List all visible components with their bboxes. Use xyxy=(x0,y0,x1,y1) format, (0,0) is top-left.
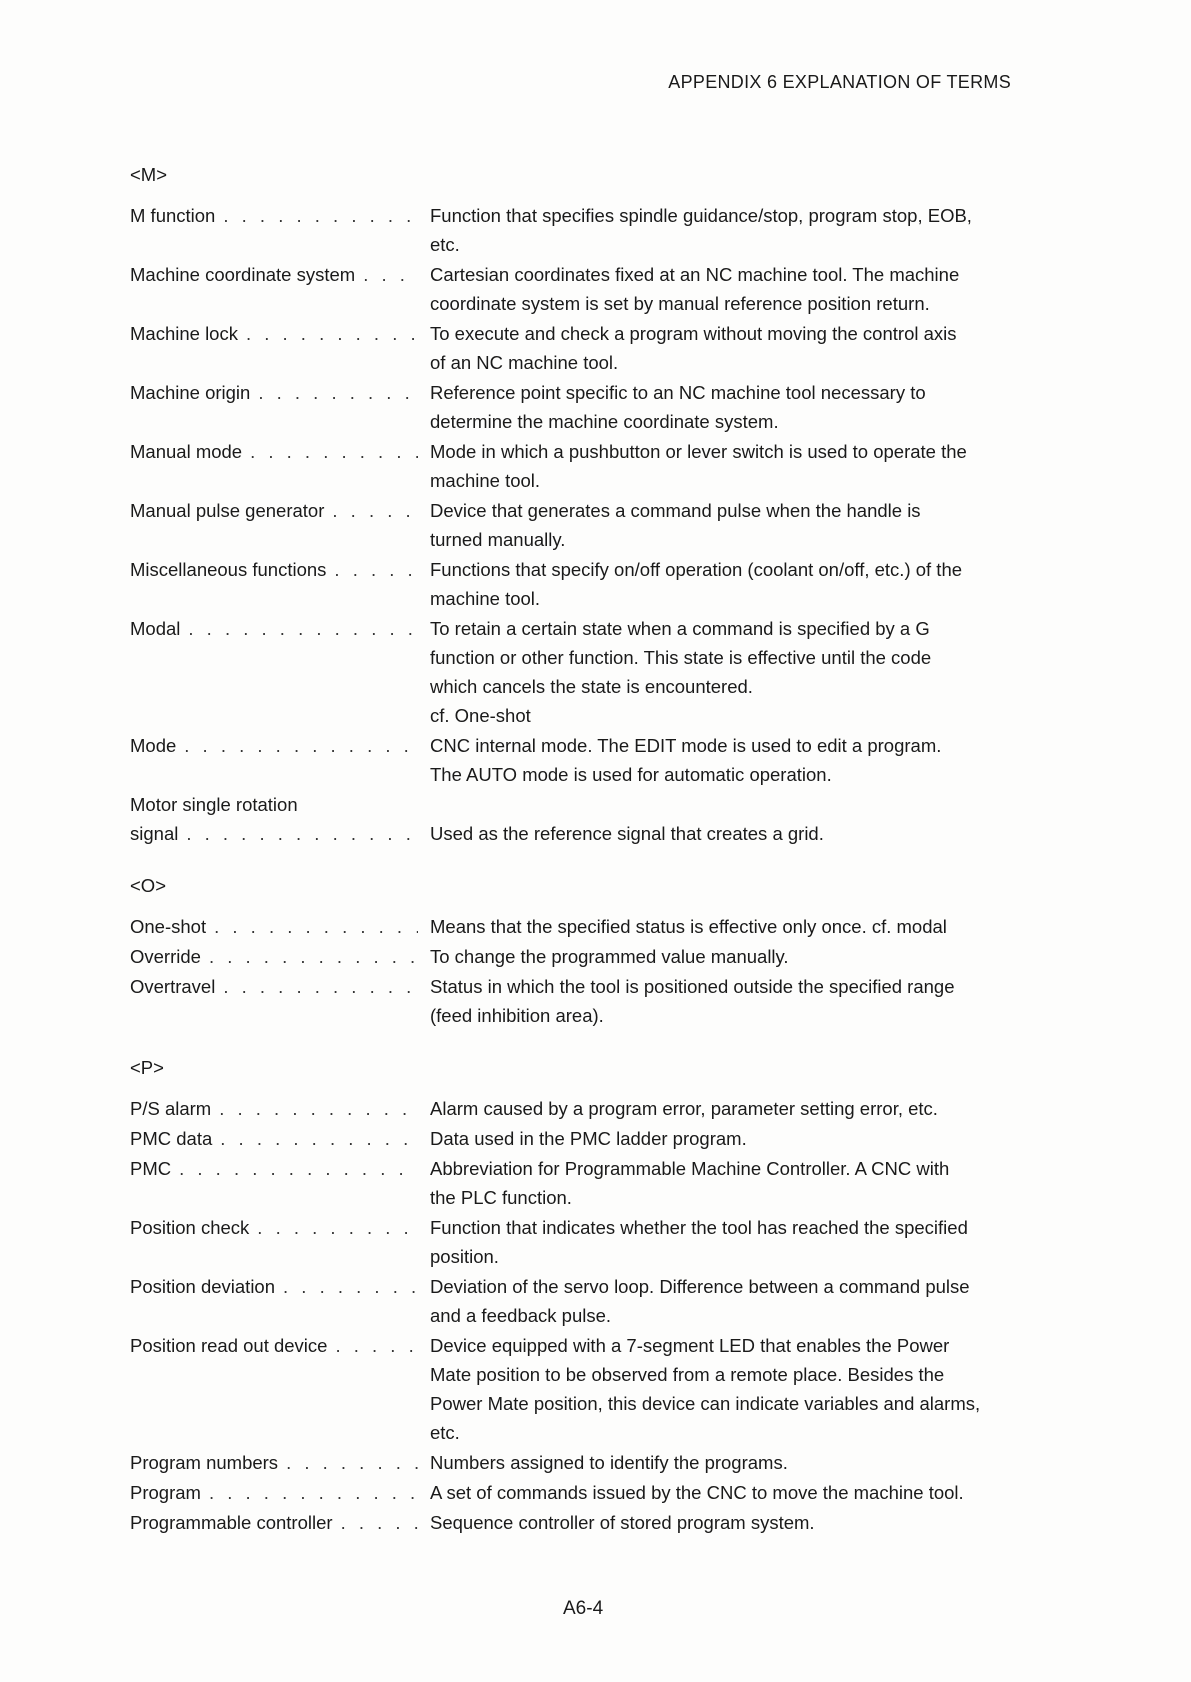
glossary-term-cell xyxy=(130,912,430,941)
definition-line: determine the machine coordinate system. xyxy=(430,411,779,432)
definition-line: Used as the reference signal that creates a grid. xyxy=(430,823,824,844)
definition-line: turned manually. xyxy=(430,529,566,550)
dot-leader xyxy=(275,1272,418,1301)
definition-line: Mode in which a pushbutton or lever switch is used to operate the xyxy=(430,441,967,462)
dot-leader xyxy=(242,437,418,466)
dot-leader xyxy=(206,912,418,941)
definition-line: coordinate system is set by manual reference position return. xyxy=(430,293,930,314)
glossary-entry xyxy=(130,1448,1030,1477)
glossary-term-cell xyxy=(130,1154,430,1212)
section-gap xyxy=(130,849,1030,871)
glossary-definition xyxy=(430,260,1030,318)
definition-line: position. xyxy=(430,1246,499,1267)
dot-leader xyxy=(324,496,418,525)
glossary-term-cell xyxy=(130,614,430,730)
definition-line: Power Mate position, this device can indicate variables and alarms, xyxy=(430,1393,981,1414)
definition-line: Numbers assigned to identify the programs. xyxy=(430,1452,788,1473)
definition-line: To retain a certain state when a command is specified by a G xyxy=(430,618,930,639)
dot-leader xyxy=(212,1124,418,1153)
glossary-term: PMC xyxy=(130,1158,172,1179)
glossary-definition xyxy=(430,496,1030,554)
glossary-entry xyxy=(130,912,1030,941)
definition-line: Functions that specify on/off operation (coolant on/off, etc.) of the xyxy=(430,559,963,580)
dot-leader xyxy=(215,201,418,230)
glossary-term-cell xyxy=(130,319,430,377)
glossary-term-cell xyxy=(130,1213,430,1271)
glossary-term: PMC data xyxy=(130,1128,213,1149)
glossary-term-cell xyxy=(130,819,430,848)
definition-line: (feed inhibition area). xyxy=(430,1005,604,1026)
glossary-term-cell xyxy=(130,201,430,259)
glossary-term-cell xyxy=(130,1272,430,1330)
glossary-entry xyxy=(130,614,1030,730)
glossary-term: Position deviation xyxy=(130,1276,276,1297)
glossary-entry xyxy=(130,201,1030,259)
dot-leader xyxy=(180,614,418,643)
dot-leader xyxy=(278,1448,418,1477)
page-header: APPENDIX 6 EXPLANATION OF TERMS xyxy=(668,72,1011,92)
glossary-entry xyxy=(130,1154,1030,1212)
definition-line: Device equipped with a 7-segment LED that enables the Power xyxy=(430,1335,950,1356)
definition-line: To execute and check a program without moving the control axis xyxy=(430,323,957,344)
glossary-term: Programmable controller xyxy=(130,1512,333,1533)
glossary-entry xyxy=(130,1094,1030,1123)
section-heading: <P> xyxy=(130,1057,164,1078)
glossary-entry xyxy=(130,1508,1030,1537)
glossary-term: Override xyxy=(130,946,201,967)
glossary-term-cell xyxy=(130,555,430,613)
glossary-definition xyxy=(430,1478,1030,1507)
section-gap xyxy=(130,1031,1030,1053)
glossary-entry xyxy=(130,1213,1030,1271)
section-heading: <O> xyxy=(130,875,166,896)
glossary-term-cell xyxy=(130,1331,430,1447)
glossary-entry xyxy=(130,555,1030,613)
definition-line: To change the programmed value manually. xyxy=(430,946,789,967)
glossary-definition xyxy=(430,1124,1030,1153)
glossary-definition xyxy=(430,319,1030,377)
definition-line: The AUTO mode is used for automatic operation. xyxy=(430,764,832,785)
glossary-entry-term-line xyxy=(130,790,1030,819)
dot-leader xyxy=(355,260,418,289)
dot-leader xyxy=(249,1213,418,1242)
definition-line: Status in which the tool is positioned outside the specified range xyxy=(430,976,955,997)
glossary-term: Mode xyxy=(130,735,177,756)
glossary-term: Overtravel xyxy=(130,976,216,997)
dot-leader xyxy=(326,555,418,584)
definition-line: Alarm caused by a program error, parameter setting error, etc. xyxy=(430,1098,938,1119)
glossary-definition xyxy=(430,942,1030,971)
glossary-term: Miscellaneous functions xyxy=(130,559,327,580)
definition-line: of an NC machine tool. xyxy=(430,352,619,373)
glossary-entry xyxy=(130,1272,1030,1330)
definition-line: the PLC function. xyxy=(430,1187,572,1208)
glossary-entry xyxy=(130,1331,1030,1447)
definition-line: Cartesian coordinates fixed at an NC machine tool. The machine xyxy=(430,264,960,285)
glossary-term: Machine origin xyxy=(130,382,251,403)
glossary-term: Manual mode xyxy=(130,441,243,462)
definition-line: Data used in the PMC ladder program. xyxy=(430,1128,747,1149)
glossary-term-cell xyxy=(130,260,430,318)
glossary-entry xyxy=(130,1478,1030,1507)
glossary-entry xyxy=(130,319,1030,377)
glossary-term-cell xyxy=(130,1094,430,1123)
glossary-term: Program xyxy=(130,1482,201,1503)
definition-line: machine tool. xyxy=(430,470,541,491)
glossary-definition xyxy=(430,555,1030,613)
dot-leader xyxy=(333,1508,418,1537)
glossary-term: Machine lock xyxy=(130,323,238,344)
definition-line: A set of commands issued by the CNC to move the machine tool. xyxy=(430,1482,964,1503)
dot-leader xyxy=(176,731,418,760)
glossary-entry xyxy=(130,1124,1030,1153)
glossary-term: Program numbers xyxy=(130,1452,279,1473)
glossary-term-line1: Motor single rotation xyxy=(130,794,298,815)
dot-leader xyxy=(215,972,418,1001)
glossary-content xyxy=(130,160,1030,1538)
glossary-term: Position check xyxy=(130,1217,250,1238)
glossary-definition xyxy=(430,1094,1030,1123)
dot-leader xyxy=(201,942,418,971)
definition-line: Abbreviation for Programmable Machine Controller. A CNC with xyxy=(430,1158,950,1179)
definition-line: which cancels the state is encountered. xyxy=(430,676,753,697)
glossary-definition xyxy=(430,1448,1030,1477)
glossary-entry xyxy=(130,437,1030,495)
glossary-term: Position read out device xyxy=(130,1335,328,1356)
glossary-entry xyxy=(130,942,1030,971)
dot-leader xyxy=(327,1331,418,1360)
dot-leader xyxy=(238,319,418,348)
definition-line: Device that generates a command pulse when the handle is xyxy=(430,500,921,521)
definition-line: etc. xyxy=(430,1422,460,1443)
definition-line: and a feedback pulse. xyxy=(430,1305,612,1326)
glossary-definition xyxy=(430,201,1030,259)
glossary-term-cell xyxy=(130,972,430,1030)
page-number: A6-4 xyxy=(563,1598,604,1619)
definition-line: Mate position to be observed from a remote place. Besides the xyxy=(430,1364,945,1385)
definition-line: etc. xyxy=(430,234,460,255)
glossary-definition xyxy=(430,378,1030,436)
glossary-entry xyxy=(130,378,1030,436)
glossary-term: One-shot xyxy=(130,916,207,937)
glossary-term: Modal xyxy=(130,618,181,639)
glossary-entry xyxy=(130,260,1030,318)
glossary-term: Manual pulse generator xyxy=(130,500,325,521)
glossary-definition xyxy=(430,731,1030,789)
definition-line: cf. One-shot xyxy=(430,705,531,726)
definition-line: Function that specifies spindle guidance/stop, program stop, EOB, xyxy=(430,205,972,226)
glossary-term-cell xyxy=(130,437,430,495)
definition-line: CNC internal mode. The EDIT mode is used to edit a program. xyxy=(430,735,942,756)
glossary-definition xyxy=(430,912,1030,941)
glossary-term-cell xyxy=(130,731,430,789)
glossary-definition xyxy=(430,1154,1030,1212)
definition-line: Deviation of the servo loop. Difference between a command pulse xyxy=(430,1276,970,1297)
glossary-definition xyxy=(430,1331,1030,1447)
glossary-definition xyxy=(430,437,1030,495)
glossary-term-cell xyxy=(130,1478,430,1507)
glossary-term-cell xyxy=(130,496,430,554)
glossary-definition xyxy=(430,614,1030,730)
glossary-definition xyxy=(430,1213,1030,1271)
glossary-term-cell xyxy=(130,1448,430,1477)
glossary-definition xyxy=(430,819,1030,848)
glossary-term: Machine coordinate system xyxy=(130,264,356,285)
glossary-term-cell xyxy=(130,942,430,971)
glossary-term: signal xyxy=(130,823,179,844)
definition-line: function or other function. This state is effective until the code xyxy=(430,647,932,668)
glossary-entry xyxy=(130,731,1030,789)
glossary-term: P/S alarm xyxy=(130,1098,212,1119)
definition-line: Reference point specific to an NC machine tool necessary to xyxy=(430,382,926,403)
definition-line: Function that indicates whether the tool has reached the specified xyxy=(430,1217,968,1238)
glossary-definition xyxy=(430,1508,1030,1537)
glossary-term-cell xyxy=(130,1508,430,1537)
definition-line: Means that the specified status is effective only once. cf. modal xyxy=(430,916,947,937)
dot-leader xyxy=(201,1478,418,1507)
dot-leader xyxy=(250,378,418,407)
section-heading: <M> xyxy=(130,164,168,185)
glossary-term-cell xyxy=(130,1124,430,1153)
dot-leader xyxy=(178,819,418,848)
dot-leader xyxy=(211,1094,418,1123)
glossary-entry xyxy=(130,819,1030,848)
dot-leader xyxy=(171,1154,418,1183)
glossary-definition xyxy=(430,972,1030,1030)
glossary-entry xyxy=(130,496,1030,554)
glossary-definition xyxy=(430,1272,1030,1330)
glossary-term: M function xyxy=(130,205,216,226)
glossary-term-cell xyxy=(130,378,430,436)
definition-line: machine tool. xyxy=(430,588,541,609)
definition-line: Sequence controller of stored program system. xyxy=(430,1512,815,1533)
glossary-entry xyxy=(130,972,1030,1030)
